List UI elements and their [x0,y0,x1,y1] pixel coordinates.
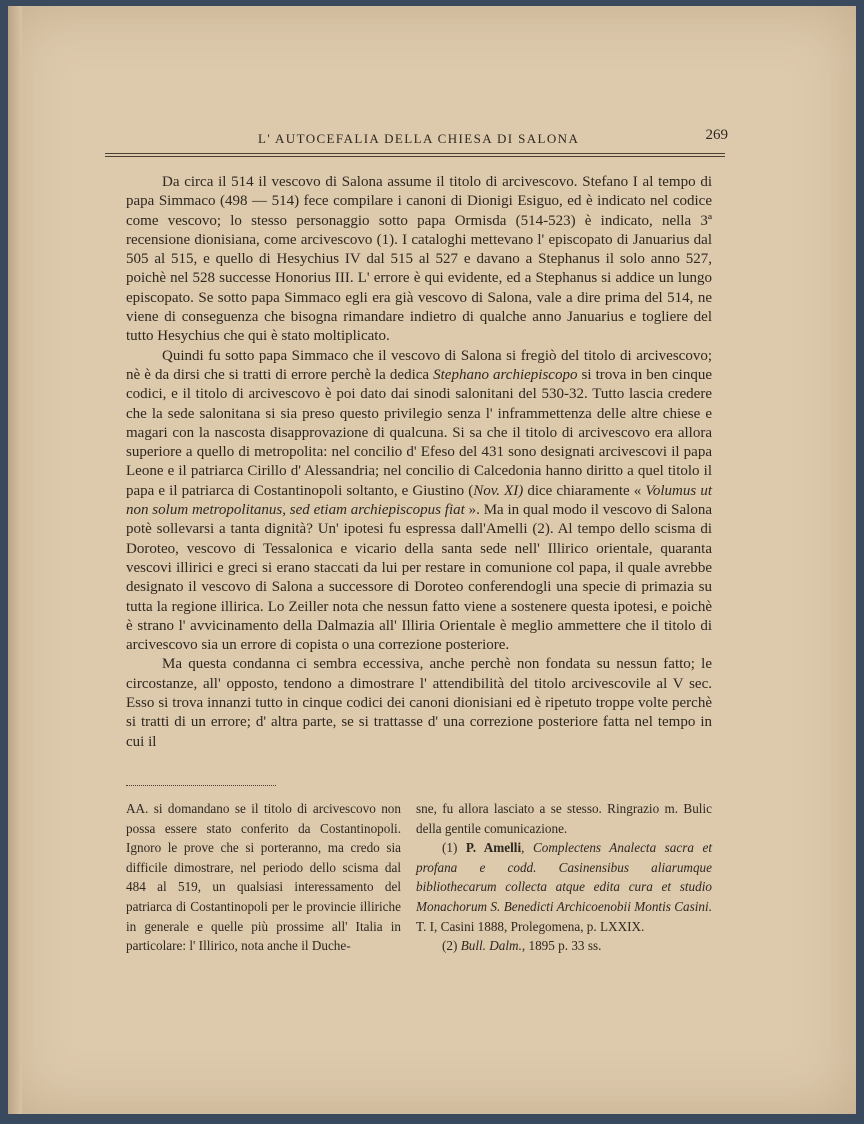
running-title: L' AUTOCEFALIA DELLA CHIESA DI SALONA [258,131,580,146]
italic-novella: Nov. XI) [473,482,524,499]
header-rule-double [105,156,725,157]
footnote-continuation-end: sne, fu allora lasciato a se stesso. Ringrazio m. Bulic della gentile comunicazione. [416,801,712,836]
footnote-1-author: P. Amelli [465,840,522,856]
paragraph-2: Quindi fu sotto papa Simmaco che il vescovo di Salona si fregiò del titolo di arcivescovo; nè è da dirsi che si tratti di errore perchè la dedica Stephano archiepiscopo si trova in ben cinque codici, e il titolo di arcivescovo è poi dato dai sinodi salonitani del 530-32. Tutto lascia credere che la sede salonitana si sia preso questo privilegio senza l' inframmettenza delle altre chiese e magari con la nascosta disapprovazione di qualcuna. Si sa che il titolo di arcivescovo era allora superiore a quello di metropolita: nel concilio d' Efeso del 431 sono designati arcivescovi il papa Leone e il patriarca Cirillo d' Alessandria; nel concilio di Calcedonia hanno diritto a quel titolo il papa e il patriarca di Costantinopoli soltanto, e Giustino (Nov. XI) dice chiaramente « Volumus ut non solum metropolitanus, sed etiam archiepiscopus fiat ». Ma in qual modo il vescovo di Salona potè sollevarsi a tanta dignità? Un' ipotesi fu espressa dall'Amelli (2). Al tempo dello scisma di Doroteo, vescovo di Tessalonica e vicario della santa sede nell' Illirico orientale, quaranta vescovi illirici e greci si erano staccati da lui per restare in comunione col papa, il quale avrebbe designato il vescovo di Salona a successore di Doroteo conferendogli una specie di primazia su tutta la regione illirica. Lo Zeiller nota che nessun fatto viene a sostenere questa ipotesi, e poichè è strano l' avvicinamento della Dalmazia all' Illiria Orientale è meglio ammettere che il titolo di arcivescovo sia un errore di copista o una correzione posteriore. [126,347,713,654]
page-number: 269 [705,127,728,143]
italic-quote: Volumus ut non solum metropolitanus, sed etiam archiepiscopus fiat [126,482,712,519]
header-rule [105,153,725,154]
page-binding-edge [8,6,22,1114]
page-header [118,127,728,151]
footnote-continuation: AA. si domandano se il titolo di arcivescovo non possa essere stato conferito da Costantinopoli. Ignoro le prove che si porteranno, ma credo sia difficile dimostrare, nel periodo dello scisma dal 484 al 519, un qualsiasi interessamento del patriarca di Costantinopoli per le provincie illiriche in generale e quelle più prossime all' Italia in particolare: l' Illirico, nota anche il Duche- [126,801,401,954]
paragraph-1: Da circa il 514 il vescovo di Salona assume il titolo di arcivescovo. Stefano I al tempo di papa Simmaco (498 — 514) fece compilare i canoni di Dionigi Esiguo, ed è indicato nel codice come vescovo; lo stesso personaggio sotto papa Ormisda (514-523) è indicato, nella 3ª recensione dionisiana, come arcivescovo (1). I cataloghi mettevano l' episcopato di Januarius dal 505 al 515, e quello di Hesychius IV dal 515 al 527 e davano a Stephanus il solo anno 527, poichè nel 528 successe Honorius III. L' errore è qui evidente, ed a Stephanus si addice un lungo episcopato. Se sotto papa Simmaco egli era già vescovo di Salona, vale a dire prima del 514, ne viene di conseguenza che bisogna rimandare indietro di qualche anno Januarius e togliere del tutto Hesychius che qui è stato moltiplicato. [126,174,712,345]
footnote-column-left [126,799,401,956]
paragraph-3: Ma questa condanna ci sembra eccessiva, anche perchè non fondata su nessun fatto; le circostanze, all' opposto, tendono a dimostrare l' attendibilità del titolo arcivescovile al V sec. Esso si trova innanzi tutto in cinque codici dei canoni dionisiani ed è ripetuto troppe volte perchè si tratti di un errore; d' altra parte, se si trattasse d' una correzione posteriore fatta nel tempo in cui il [126,656,712,750]
footnote-1-title: Complectens Analecta sacra et profana e codd. Casinensibus aliarumque bibliothecarum collecta atque edita cura et studio Monachorum S. Benedicti Archicoenobii Montis Casini. [416,840,712,914]
footnote-column-right [416,799,712,956]
main-text [126,173,712,752]
footnote-divider [126,785,276,786]
italic-dedication: Stephano archiepiscopo [433,366,578,383]
document-page [8,6,856,1114]
footnote-2: (2) Bull. Dalm., 1895 p. 33 ss. [442,938,602,954]
footnote-1: (1) P. Amelli, Complectens Analecta sacra et profana e codd. Casinensibus aliarumque bibliothecarum collecta atque edita cura et studio Monachorum S. Benedicti Archicoenobii Montis Casini. T. I, Casini 1888, Prolegomena, p. LXXIX. [416,840,712,934]
footnote-2-title: Bull. Dalm. [460,938,522,954]
